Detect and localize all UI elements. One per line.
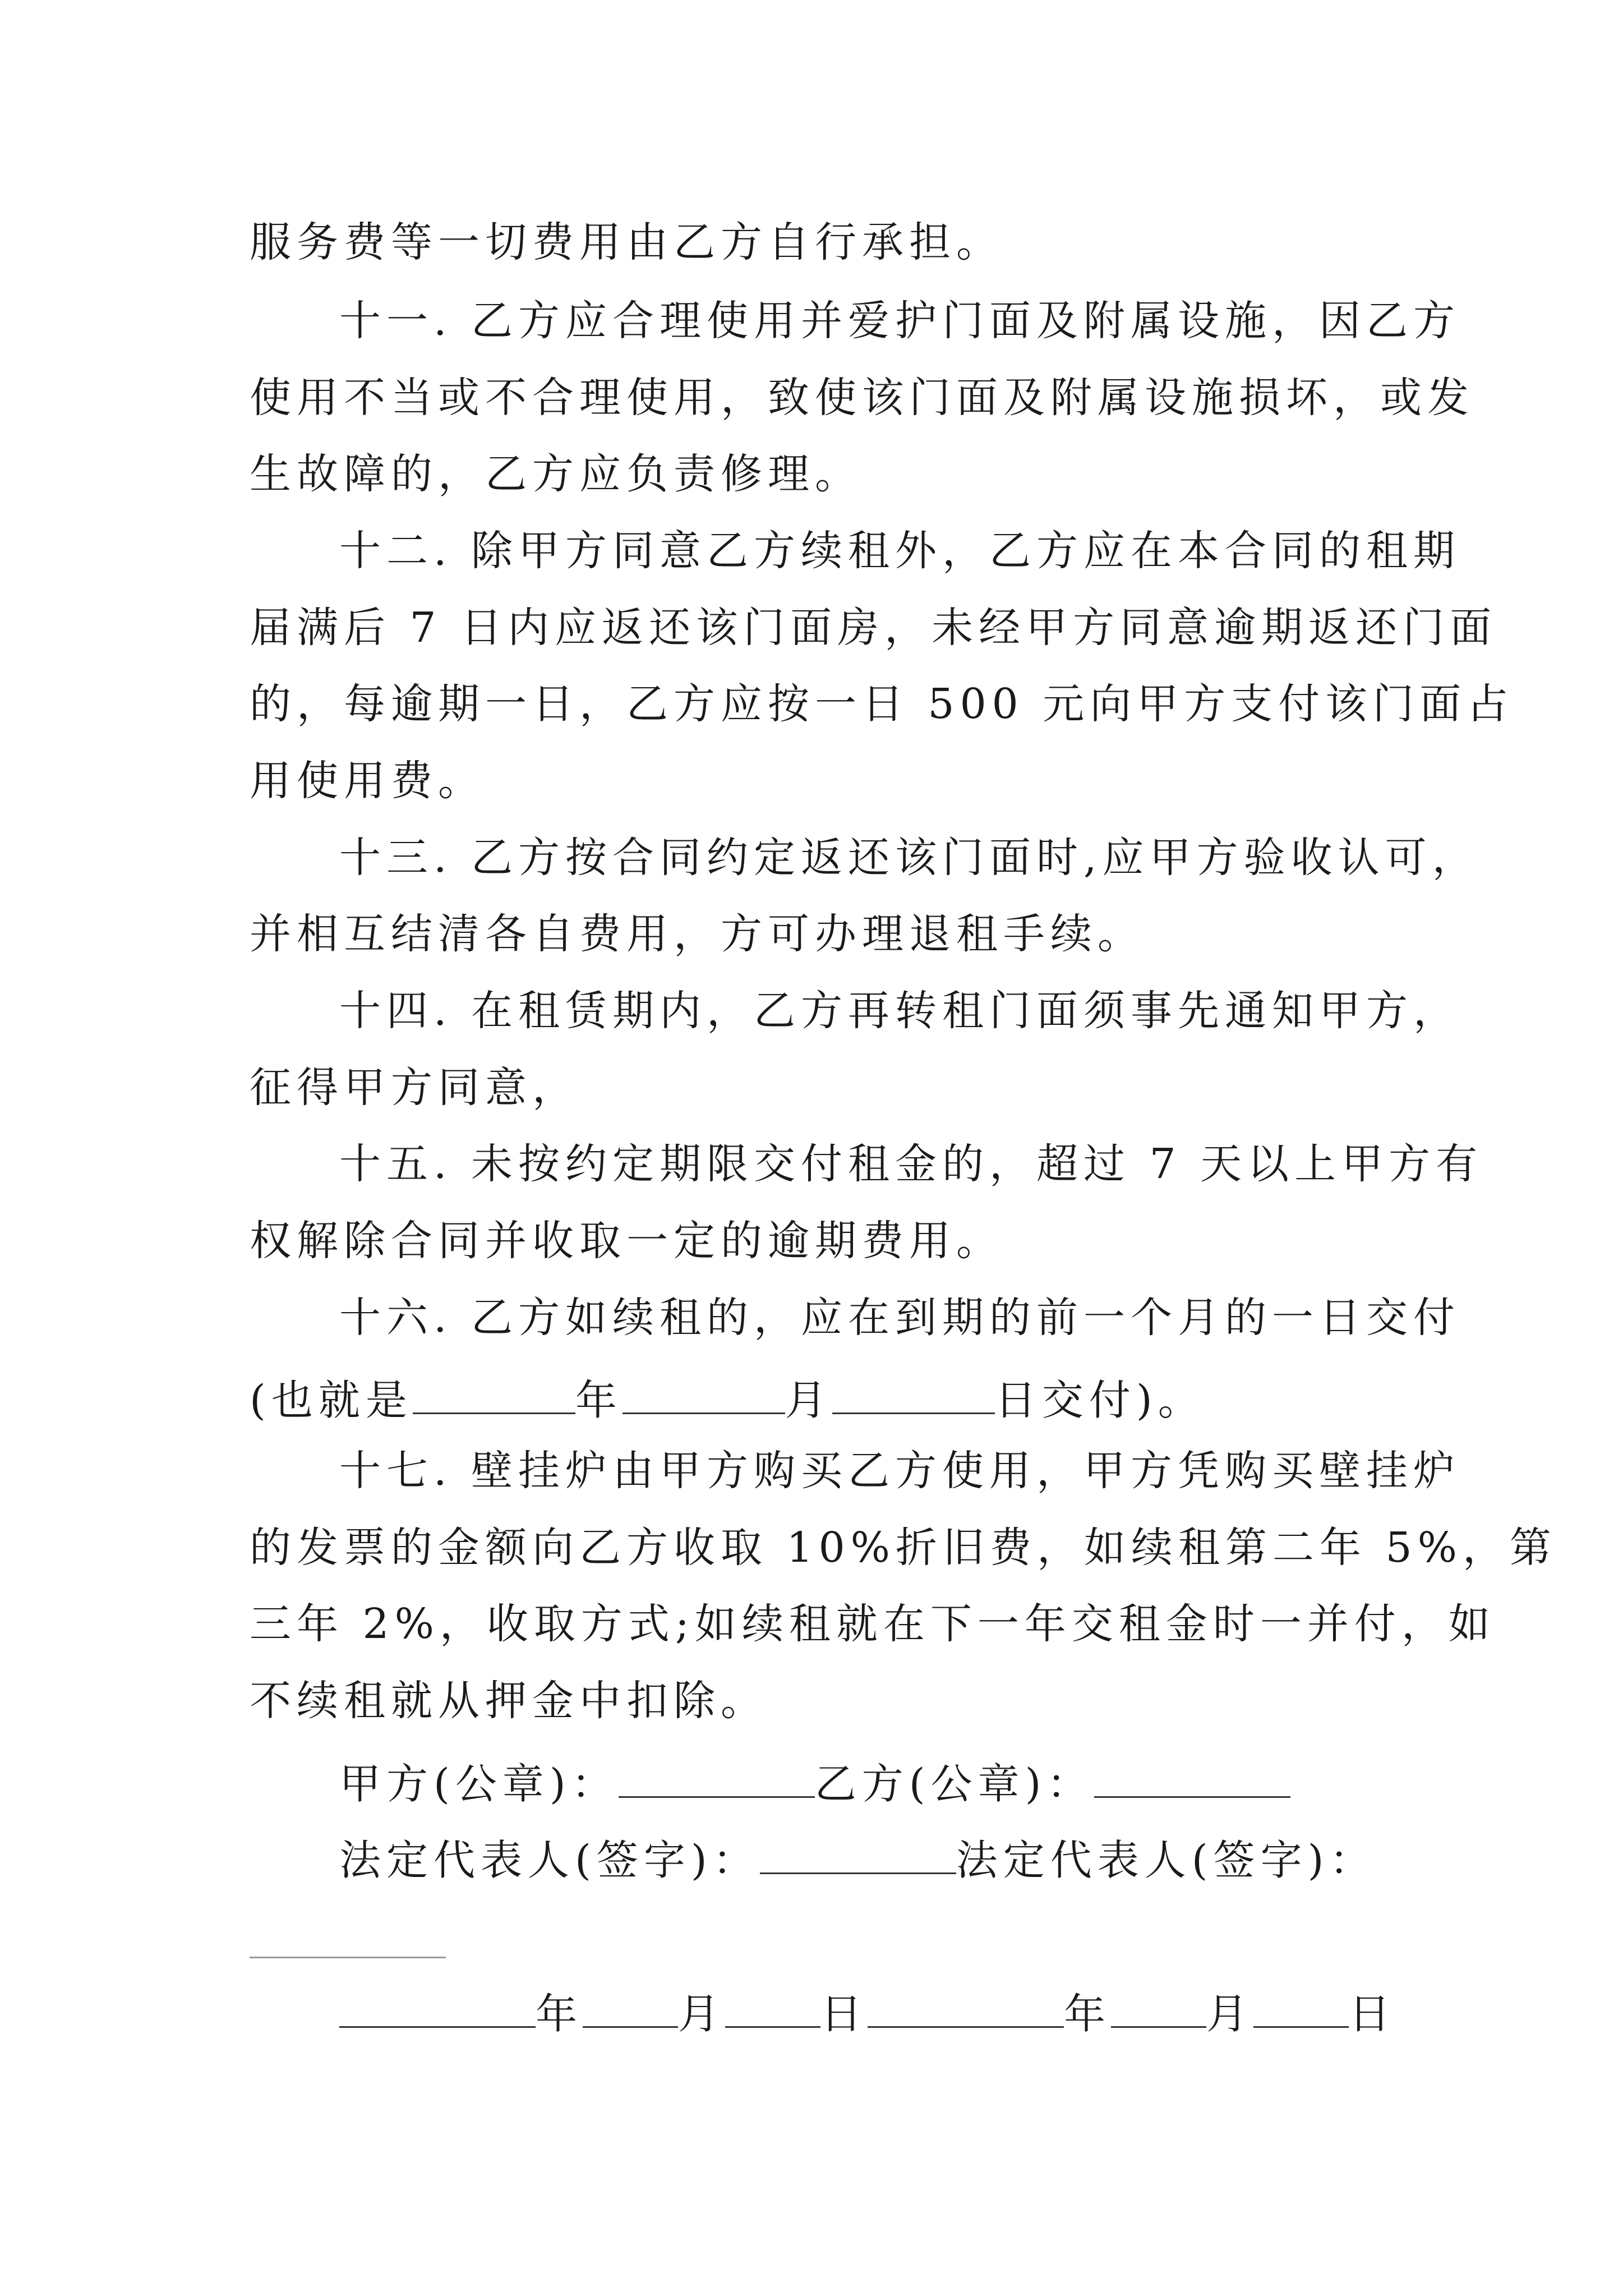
clause-15-line-1: 十五. 未按约定期限交付租金的，超过 7 天以上甲方有: [339, 1140, 1483, 1188]
party-b-date-year-blank: [868, 1987, 1064, 2028]
clause-12-line-2: 届满后 7 日内应返还该门面房，未经甲方同意逾期返还门面: [250, 604, 1497, 652]
clause-17-line-4: 不续租就从押金中扣除。: [250, 1677, 768, 1725]
party-a-year-label: 年: [536, 1990, 583, 2039]
party-b-date-day-blank: [1253, 1987, 1349, 2028]
party-b-rep-label: 法定代表人(签字)：: [956, 1836, 1377, 1885]
party-b-year-label: 年: [1064, 1990, 1111, 2039]
clause-17-line-2: 的发票的金额向乙方收取 10%折旧费，如续租第二年 5%，第: [250, 1524, 1557, 1572]
text-line: 服务费等一切费用由乙方自行承担。: [250, 218, 1003, 266]
clause-16-line-1: 十六. 乙方如续租的，应在到期的前一个月的一日交付: [339, 1294, 1461, 1342]
clause-11-line-3: 生故障的，乙方应负责修理。: [250, 450, 862, 498]
clause-14-line-2: 征得甲方同意，: [250, 1064, 579, 1112]
party-b-day-label: 日: [1349, 1990, 1396, 2039]
seal-line: [339, 1757, 1290, 1809]
clause-16-line-2: [250, 1373, 1205, 1425]
renewal-prefix: (也就是: [250, 1376, 413, 1425]
party-a-date-day-blank: [725, 1987, 820, 2028]
party-a-rep-blank: [760, 1833, 956, 1874]
renewal-year-label: 年: [575, 1376, 623, 1425]
clause-12-line-3: 的，每逾期一日，乙方应按一日 500 元向甲方支付该门面占: [250, 680, 1514, 728]
party-a-seal-label: 甲方(公章)：: [339, 1760, 619, 1809]
party-a-seal-blank: [619, 1757, 815, 1798]
party-b-date-month-blank: [1111, 1987, 1206, 2028]
clause-11-line-1: 十一. 乙方应合理使用并爱护门面及附属设施，因乙方: [339, 297, 1461, 345]
party-a-day-label: 日: [820, 1990, 868, 2039]
party-b-seal-blank: [1094, 1757, 1290, 1798]
clause-17-line-3: 三年 2%，收取方式;如续租就在下一年交租金时一并付，如: [250, 1600, 1496, 1648]
clause-15-line-2: 权解除合同并收取一定的逾期费用。: [250, 1217, 1003, 1265]
legal-rep-line: [339, 1833, 1377, 1885]
clause-13-line-1: 十三. 乙方按合同约定返还该门面时,应甲方验收认可，: [339, 834, 1479, 882]
party-b-month-label: 月: [1206, 1990, 1253, 2039]
party-a-month-label: 月: [678, 1990, 725, 2039]
renewal-day-suffix: 日交付)。: [994, 1376, 1205, 1425]
party-b-rep-blank: [250, 1957, 446, 1958]
clause-13-line-2: 并相互结清各自费用，方可办理退租手续。: [250, 910, 1145, 958]
party-a-date-year-blank: [339, 1987, 536, 2028]
party-a-rep-label: 法定代表人(签字)：: [339, 1836, 760, 1885]
clause-14-line-1: 十四. 在租赁期内，乙方再转租门面须事先通知甲方，: [339, 987, 1461, 1035]
clause-17-line-1: 十七. 壁挂炉由甲方购买乙方使用，甲方凭购买壁挂炉: [339, 1447, 1461, 1495]
clause-12-line-1: 十二. 除甲方同意乙方续租外，乙方应在本合同的租期: [339, 527, 1461, 575]
clause-12-line-4: 用使用费。: [250, 757, 485, 805]
party-b-seal-label: 乙方(公章)：: [814, 1760, 1094, 1809]
party-a-date-month-blank: [583, 1987, 678, 2028]
clause-11-line-2: 使用不当或不合理使用，致使该门面及附属设施损坏，或发: [250, 374, 1474, 422]
renewal-month-label: 月: [785, 1376, 832, 1425]
renewal-month-blank: [623, 1373, 785, 1414]
renewal-year-blank: [413, 1373, 575, 1414]
renewal-day-blank: [832, 1373, 995, 1414]
date-line: [339, 1987, 1396, 2039]
